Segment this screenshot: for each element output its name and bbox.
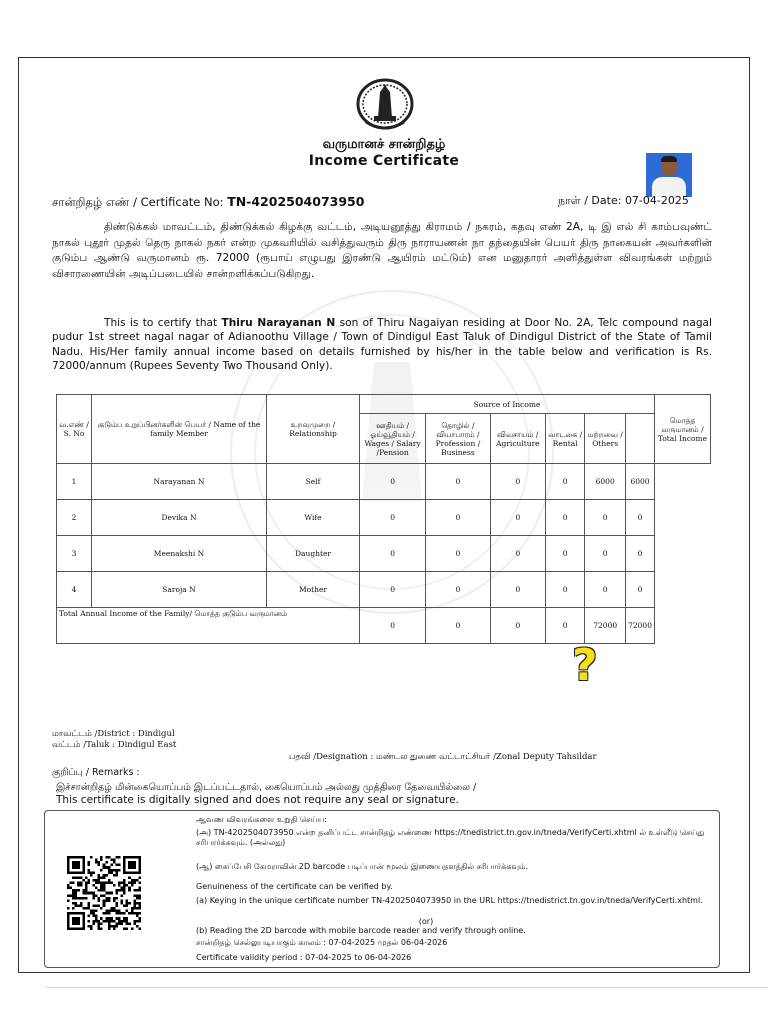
question-mark-annotation: ? xyxy=(572,640,598,691)
cell-others: 0 xyxy=(585,536,626,572)
cell-business: 0 xyxy=(426,572,490,608)
remarks-label: குறிப்பு / Remarks : xyxy=(52,767,140,778)
verification-item-b-tamil: (ஆ) கைப்பேசி கேமராவின் 2D barcode படிப்பான் மூலம் இணையதளத்தில் சரிபார்க்கவும். xyxy=(196,862,528,871)
table-row xyxy=(57,536,711,572)
cell-wages: 0 xyxy=(360,500,426,536)
header-relationship: உறவுமுறை / Relationship xyxy=(267,395,360,464)
cell-relationship: Daughter xyxy=(267,536,360,572)
cell-sno: 1 xyxy=(57,464,92,500)
genuineness-line: Genuineness of the certificate can be verified by. xyxy=(196,882,393,891)
cell-agriculture: 0 xyxy=(490,536,546,572)
total-business: 0 xyxy=(426,608,490,644)
cell-relationship: Wife xyxy=(267,500,360,536)
header-total: மொத்த வருமானம் / Total Income xyxy=(654,395,710,464)
cell-wages: 0 xyxy=(360,572,426,608)
certificate-date: 07-04-2025 xyxy=(624,194,689,207)
cell-business: 0 xyxy=(426,536,490,572)
header-source-group: Source of Income xyxy=(360,395,655,414)
total-row xyxy=(57,608,711,644)
tamil-paragraph: திண்டுக்கல் மாவட்டம், திண்டுக்கல் கிழக்கு வட்டம், அடியனூத்து கிராமம் / நகரம், கதவு எண் 2A, டி இ எல் சி காம்பவுண்ட் நாகல் புதூர் முதல் தெரு நாகல் நகர் என்ற முகவரியில் வசித்துவரும் திரு நாராயணன் நா தந்தையின் பெயர் திரு நாகையன் அவர்களின் குடும்ப ஆண்டு வருமானம் ரூ. 72000 (ரூபாய் எழுபது இரண்டு ஆயிரம் மட்டும்) என மனுதாரர் அளித்துள்ள விவரங்கள் மற்றும் விசாரணையின் அடிப்படையில் சான்றளிக்கப்படுகிறது. xyxy=(52,221,712,280)
district-line: மாவட்டம் /District : Dindigul xyxy=(52,729,175,739)
verification-or: (or) xyxy=(418,917,434,926)
cell-total: 0 xyxy=(626,536,655,572)
title-tamil: வருமானச் சான்றிதழ் xyxy=(322,137,446,152)
header-name: குடும்ப உறுப்பினர்களின் பெயர் / Name of the family Member xyxy=(92,395,267,464)
cell-agriculture: 0 xyxy=(490,464,546,500)
remark-tamil: இச்சான்றிதழ் மின்கையொப்பம் இடப்பட்டதால், கையொப்பம் அல்லது முத்திரை தேவையில்லை / xyxy=(56,782,477,793)
certificate-number-line xyxy=(52,194,364,211)
cell-agriculture: 0 xyxy=(490,500,546,536)
total-label: Total Annual Income of the Family/ மொத்த குடும்ப வருமானம் xyxy=(57,608,360,644)
cell-others: 6000 xyxy=(585,464,626,500)
cell-others: 0 xyxy=(585,572,626,608)
cell-rental: 0 xyxy=(546,572,585,608)
verification-item-a-tamil: (அ) TN-4202504073950 என்ற தனிப்பட்ட சான்றிதழ் எண்ணை https://tnedistrict.tn.gov.in/tneda/VerifyCerti.xhtml ல் உள்ளீடு செய்து சரிபார்க்கவும். (அல்லது) xyxy=(196,828,705,847)
income-table xyxy=(56,394,711,644)
paragraph-rest: son of Thiru Nagaiyan residing at Door No. 2A, Telc compound nagal pudur 1st street nagal nagar of Adianoothu Village / Town of Dindigul East Taluk of Dindigul District of the State of Tamil Nadu. His/Her family annual income based on details furnished by his/her in the table below and verification is Rs. 72000/annum (Rupees Seventy Two Thousand Only). xyxy=(52,317,712,372)
cell-others: 0 xyxy=(585,500,626,536)
cell-name: Saroja N xyxy=(92,572,267,608)
cell-relationship: Mother xyxy=(267,572,360,608)
cell-rental: 0 xyxy=(546,536,585,572)
cell-business: 0 xyxy=(426,464,490,500)
remark-english: This certificate is digitally signed and does not require any seal or signature. xyxy=(56,794,459,806)
validity-tamil: சான்றிதழ் செல்லுபடியாகும் காலம் : 07-04-2025 முதல் 06-04-2026 xyxy=(196,938,448,947)
cell-name: Narayanan N xyxy=(92,464,267,500)
header-wages: ஊதியம் / ஓய்வூதியம் / Wages / Salary /Pension xyxy=(360,414,426,464)
taluk-line: வட்டம் /Taluk : Dindigul East xyxy=(52,740,177,750)
date-line xyxy=(558,194,689,209)
verification-heading: ஆவண விவரங்களை உறுதி செய்ய: xyxy=(196,815,327,824)
cell-total: 6000 xyxy=(626,464,655,500)
cell-total: 0 xyxy=(626,500,655,536)
verification-item-b-english: (b) Reading the 2D barcode with mobile barcode reader and verify through online. xyxy=(196,926,526,935)
total-wages: 0 xyxy=(360,608,426,644)
header-business: தொழில் / வியாபாரம் / Profession / Business xyxy=(426,414,490,464)
header-rental: வாடகை / Rental xyxy=(546,414,585,464)
table-row xyxy=(57,500,711,536)
cell-total: 0 xyxy=(626,572,655,608)
bottom-divider xyxy=(45,987,768,988)
qr-code-icon[interactable] xyxy=(67,856,141,930)
certificate-number: TN-4202504073950 xyxy=(227,194,365,209)
header-others: மற்றவை / Others xyxy=(585,414,626,464)
cell-business: 0 xyxy=(426,500,490,536)
cell-relationship: Self xyxy=(267,464,360,500)
cell-wages: 0 xyxy=(360,464,426,500)
cell-sno: 2 xyxy=(57,500,92,536)
table-row xyxy=(57,572,711,608)
title-english: Income Certificate xyxy=(308,153,460,169)
paragraph-prefix: This is to certify that xyxy=(104,317,222,329)
designation-line: பதவி /Designation : மண்டல துணை வட்டாட்சியர் /Zonal Deputy Tahsildar xyxy=(289,752,597,762)
date-label: நாள் / Date: xyxy=(558,194,622,207)
state-emblem-icon xyxy=(354,78,416,134)
cell-sno: 3 xyxy=(57,536,92,572)
validity-english: Certificate validity period : 07-04-2025 to 06-04-2026 xyxy=(196,953,412,962)
certificate-number-label: சான்றிதழ் எண் / Certificate No: xyxy=(52,195,224,209)
cell-sno: 4 xyxy=(57,572,92,608)
cell-rental: 0 xyxy=(546,500,585,536)
total-income: 72000 xyxy=(626,608,655,644)
total-others: 72000 xyxy=(585,608,626,644)
applicant-name: Thiru Narayanan N xyxy=(221,317,336,329)
cell-agriculture: 0 xyxy=(490,572,546,608)
header-agriculture: விவசாயம் / Agriculture xyxy=(490,414,546,464)
english-paragraph xyxy=(52,316,712,373)
cell-name: Devika N xyxy=(92,500,267,536)
cell-rental: 0 xyxy=(546,464,585,500)
total-agriculture: 0 xyxy=(490,608,546,644)
total-rental: 0 xyxy=(546,608,585,644)
cell-name: Meenakshi N xyxy=(92,536,267,572)
table-row xyxy=(57,464,711,500)
cell-wages: 0 xyxy=(360,536,426,572)
header-sno: வ.எண் / S. No xyxy=(57,395,92,464)
applicant-photo xyxy=(646,153,692,197)
verification-item-a-english: (a) Keying in the unique certificate number TN-4202504073950 in the URL https://tnedistrict.tn.gov.in/tneda/VerifyCerti.xhtml. xyxy=(196,896,703,905)
